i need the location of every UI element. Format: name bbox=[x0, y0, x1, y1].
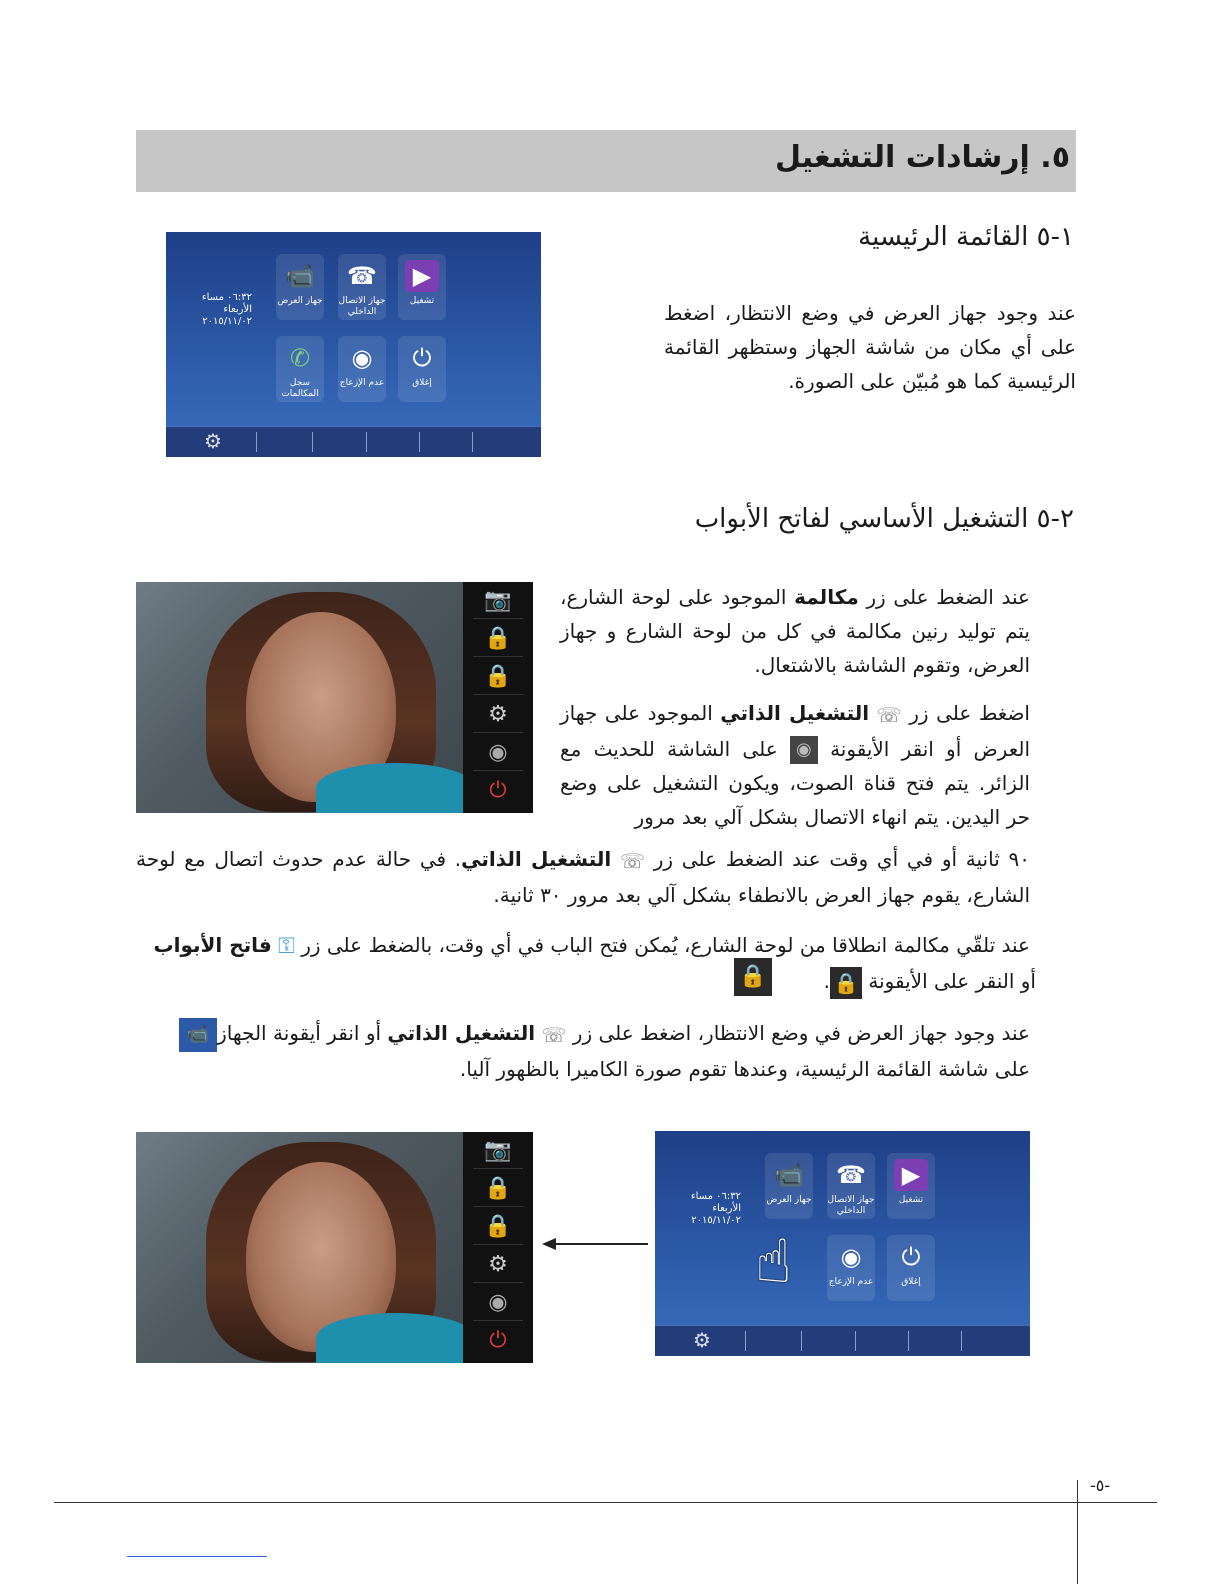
camera-view-bottom bbox=[136, 1132, 533, 1363]
p2-text-c: الموجود على جهاز العرض أو انقر الأيقونة bbox=[560, 701, 1031, 761]
tile-power-label: إغلاق bbox=[412, 378, 432, 388]
clock-day: الأربعاء bbox=[712, 1203, 741, 1214]
tile-play[interactable] bbox=[398, 254, 446, 320]
section2-paragraph1 bbox=[560, 580, 1030, 682]
power-icon: ⏻ bbox=[901, 1243, 921, 1271]
footer-link-underline bbox=[127, 1556, 267, 1557]
handset-icon: ☏ bbox=[619, 848, 645, 873]
p1-bold-call: مكالمة bbox=[794, 585, 859, 609]
p2-bold-auto: التشغيل الذاتي bbox=[720, 701, 870, 725]
tile-camera[interactable] bbox=[765, 1153, 813, 1219]
tile-camera-label: جهاز العرض bbox=[766, 1195, 812, 1205]
talk-icon: ◉ bbox=[790, 736, 818, 764]
gear-icon[interactable]: ⚙ bbox=[204, 429, 222, 453]
footer-line bbox=[54, 1502, 1157, 1503]
clock-readout bbox=[182, 292, 252, 328]
lock1-icon[interactable]: 🔒 bbox=[473, 1172, 523, 1207]
p4-bold-auto: التشغيل الذاتي bbox=[387, 1021, 536, 1045]
menu-taskbar bbox=[166, 426, 541, 457]
power-icon: ⏻ bbox=[412, 344, 432, 372]
camera-sidebar bbox=[463, 582, 533, 813]
section2-paragraph2-continued bbox=[136, 842, 1030, 912]
play-icon: ▶ bbox=[405, 260, 439, 292]
tile-camera-label: جهاز العرض bbox=[277, 296, 323, 306]
camera-icon: 📹 bbox=[179, 1018, 217, 1052]
main-menu-screen-bottom bbox=[655, 1131, 1030, 1356]
talk-icon[interactable]: ◉ bbox=[473, 1286, 523, 1321]
tile-camera[interactable] bbox=[276, 254, 324, 320]
p4-text-a: عند وجود جهاز العرض في وضع الانتظار، اضغط على زر bbox=[566, 1021, 1030, 1045]
p4-text-c: أو انقر أيقونة الجهاز bbox=[217, 1021, 388, 1045]
tile-dnd[interactable] bbox=[827, 1235, 875, 1301]
section-header-bar bbox=[136, 130, 1076, 192]
tile-play-label: تشغيل bbox=[409, 296, 435, 306]
p2-text-a: اضغط على زر bbox=[901, 701, 1030, 725]
settings-icon[interactable]: ⚙ bbox=[473, 698, 523, 733]
do-not-disturb-icon: ◉ bbox=[351, 344, 373, 372]
main-menu-screen bbox=[166, 232, 541, 457]
gear-icon[interactable]: ⚙ bbox=[693, 1328, 711, 1352]
section2-title: ٢-٥ التشغيل الأساسي لفاتح الأبواب bbox=[694, 504, 1074, 534]
p3-text-a: عند تلقّي مكالمة انطلاقا من لوحة الشارع، يُمكن فتح الباب في أي وقت، بالضغط على زر bbox=[294, 933, 1030, 957]
p2-text-e: ٩٠ ثانية أو في أي وقت عند الضغط على زر bbox=[645, 847, 1031, 871]
section-header-title: ٥. إرشادات التشغيل bbox=[774, 140, 1070, 175]
pointing-hand-icon: ☝ bbox=[755, 1227, 792, 1297]
clock-date: ٢٠١٥/١١/٠٢ bbox=[202, 316, 252, 327]
tile-dnd[interactable] bbox=[338, 336, 386, 402]
handset-icon: ☏ bbox=[541, 1022, 567, 1047]
p2-text-d: على الشاشة للحديث مع الزائر. يتم فتح قناة الصوت، ويكون التشغيل على وضع حر اليدين. يتم انهاء الاتصال بشكل آلي بعد مرور bbox=[560, 736, 1030, 829]
lock2-icon: 🔒 bbox=[734, 958, 772, 996]
section2-paragraph2 bbox=[560, 696, 1030, 834]
hangup-icon[interactable]: ⏻ bbox=[489, 1328, 507, 1353]
p3-text-c: أو النقر على الأيقونة bbox=[862, 969, 1036, 993]
clock-time: ٠٦:٣٢ مساء bbox=[690, 1191, 741, 1202]
tile-play[interactable] bbox=[887, 1153, 935, 1219]
tile-intercom[interactable] bbox=[338, 254, 386, 320]
section2-paragraph4-line2: على شاشة القائمة الرئيسية، وعندها تقوم صورة الكاميرا بالظهور آليا. bbox=[459, 1057, 1030, 1081]
tile-play-label: تشغيل bbox=[898, 1195, 924, 1205]
tile-dnd-label: عدم الإزعاج bbox=[828, 1277, 874, 1287]
do-not-disturb-icon: ◉ bbox=[840, 1243, 862, 1271]
tile-call-log[interactable] bbox=[276, 336, 324, 402]
snapshot-icon[interactable]: 📷 bbox=[473, 584, 523, 619]
snapshot-icon[interactable]: 📷 bbox=[473, 1134, 523, 1169]
talk-icon[interactable]: ◉ bbox=[473, 736, 523, 771]
lock2-icon[interactable]: 🔒 bbox=[473, 660, 523, 695]
section2-paragraph3 bbox=[136, 928, 1030, 964]
p1-text-a: عند الضغط على زر bbox=[858, 585, 1030, 609]
section1-paragraph: عند وجود جهاز العرض في وضع الانتظار، اضغط على أي مكان من شاشة الجهاز وستظهر القائمة الرئيسية كما هو مُبيّن على الصورة. bbox=[664, 301, 1076, 393]
clock-readout bbox=[671, 1191, 741, 1227]
lock1-icon[interactable]: 🔒 bbox=[473, 622, 523, 657]
section2-paragraph4 bbox=[136, 1016, 1030, 1052]
section2-paragraph3-line2: أو النقر على الأيقونة 🔒. bbox=[700, 964, 1036, 999]
settings-icon[interactable]: ⚙ bbox=[473, 1248, 523, 1283]
arrow-left-icon bbox=[540, 1234, 652, 1254]
tile-power[interactable] bbox=[887, 1235, 935, 1301]
intercom-phone-icon: ☎ bbox=[347, 262, 377, 290]
tile-intercom[interactable] bbox=[827, 1153, 875, 1219]
p1-text-c: الموجود على لوحة الشارع، يتم توليد رنين مكالمة في كل من لوحة الشارع و جهاز العرض، وتقوم الشاشة بالاشتعال. bbox=[560, 585, 1030, 677]
handset-icon: ☏ bbox=[876, 702, 902, 727]
camera-icon: 📹 bbox=[285, 262, 315, 290]
key-icon: ⚿ bbox=[278, 933, 295, 959]
p2-text-g: . في حالة عدم حدوث اتصال مع لوحة الشارع، يقوم جهاز العرض بالانطفاء بشكل آلي بعد مرور ٣٠ ثانية. bbox=[136, 847, 1030, 907]
tile-power[interactable] bbox=[398, 336, 446, 402]
lock2-icon[interactable]: 🔒 bbox=[473, 1210, 523, 1245]
clock-day: الأربعاء bbox=[223, 304, 252, 315]
hangup-icon[interactable]: ⏻ bbox=[489, 778, 507, 803]
intercom-phone-icon: ☎ bbox=[836, 1161, 866, 1189]
lock1-icon: 🔒 bbox=[830, 967, 862, 999]
p2-bold-auto-2: التشغيل الذاتي bbox=[461, 847, 612, 871]
tile-intercom-label: جهاز الاتصال الداخلي bbox=[827, 1195, 875, 1216]
clock-date: ٢٠١٥/١١/٠٢ bbox=[691, 1215, 741, 1226]
section1-title: ١-٥ القائمة الرئيسية bbox=[858, 222, 1074, 252]
camera-sidebar-bottom bbox=[463, 1132, 533, 1363]
tile-intercom-label: جهاز الاتصال الداخلي bbox=[338, 296, 386, 317]
footer-vertical-line bbox=[1077, 1480, 1078, 1584]
menu-taskbar bbox=[655, 1325, 1030, 1356]
tile-call-log-label: سجل المكالمات bbox=[281, 378, 319, 399]
call-log-icon: ✆ bbox=[289, 344, 311, 372]
p3-bold-door-opener: فاتح الأبواب bbox=[153, 933, 272, 957]
camera-icon: 📹 bbox=[774, 1161, 804, 1189]
play-icon: ▶ bbox=[894, 1159, 928, 1191]
tile-dnd-label: عدم الإزعاج bbox=[339, 378, 385, 388]
clock-time: ٠٦:٣٢ مساء bbox=[201, 292, 252, 303]
page-number: -٥- bbox=[1090, 1476, 1111, 1495]
camera-view bbox=[136, 582, 533, 813]
tile-power-label: إغلاق bbox=[901, 1277, 921, 1287]
